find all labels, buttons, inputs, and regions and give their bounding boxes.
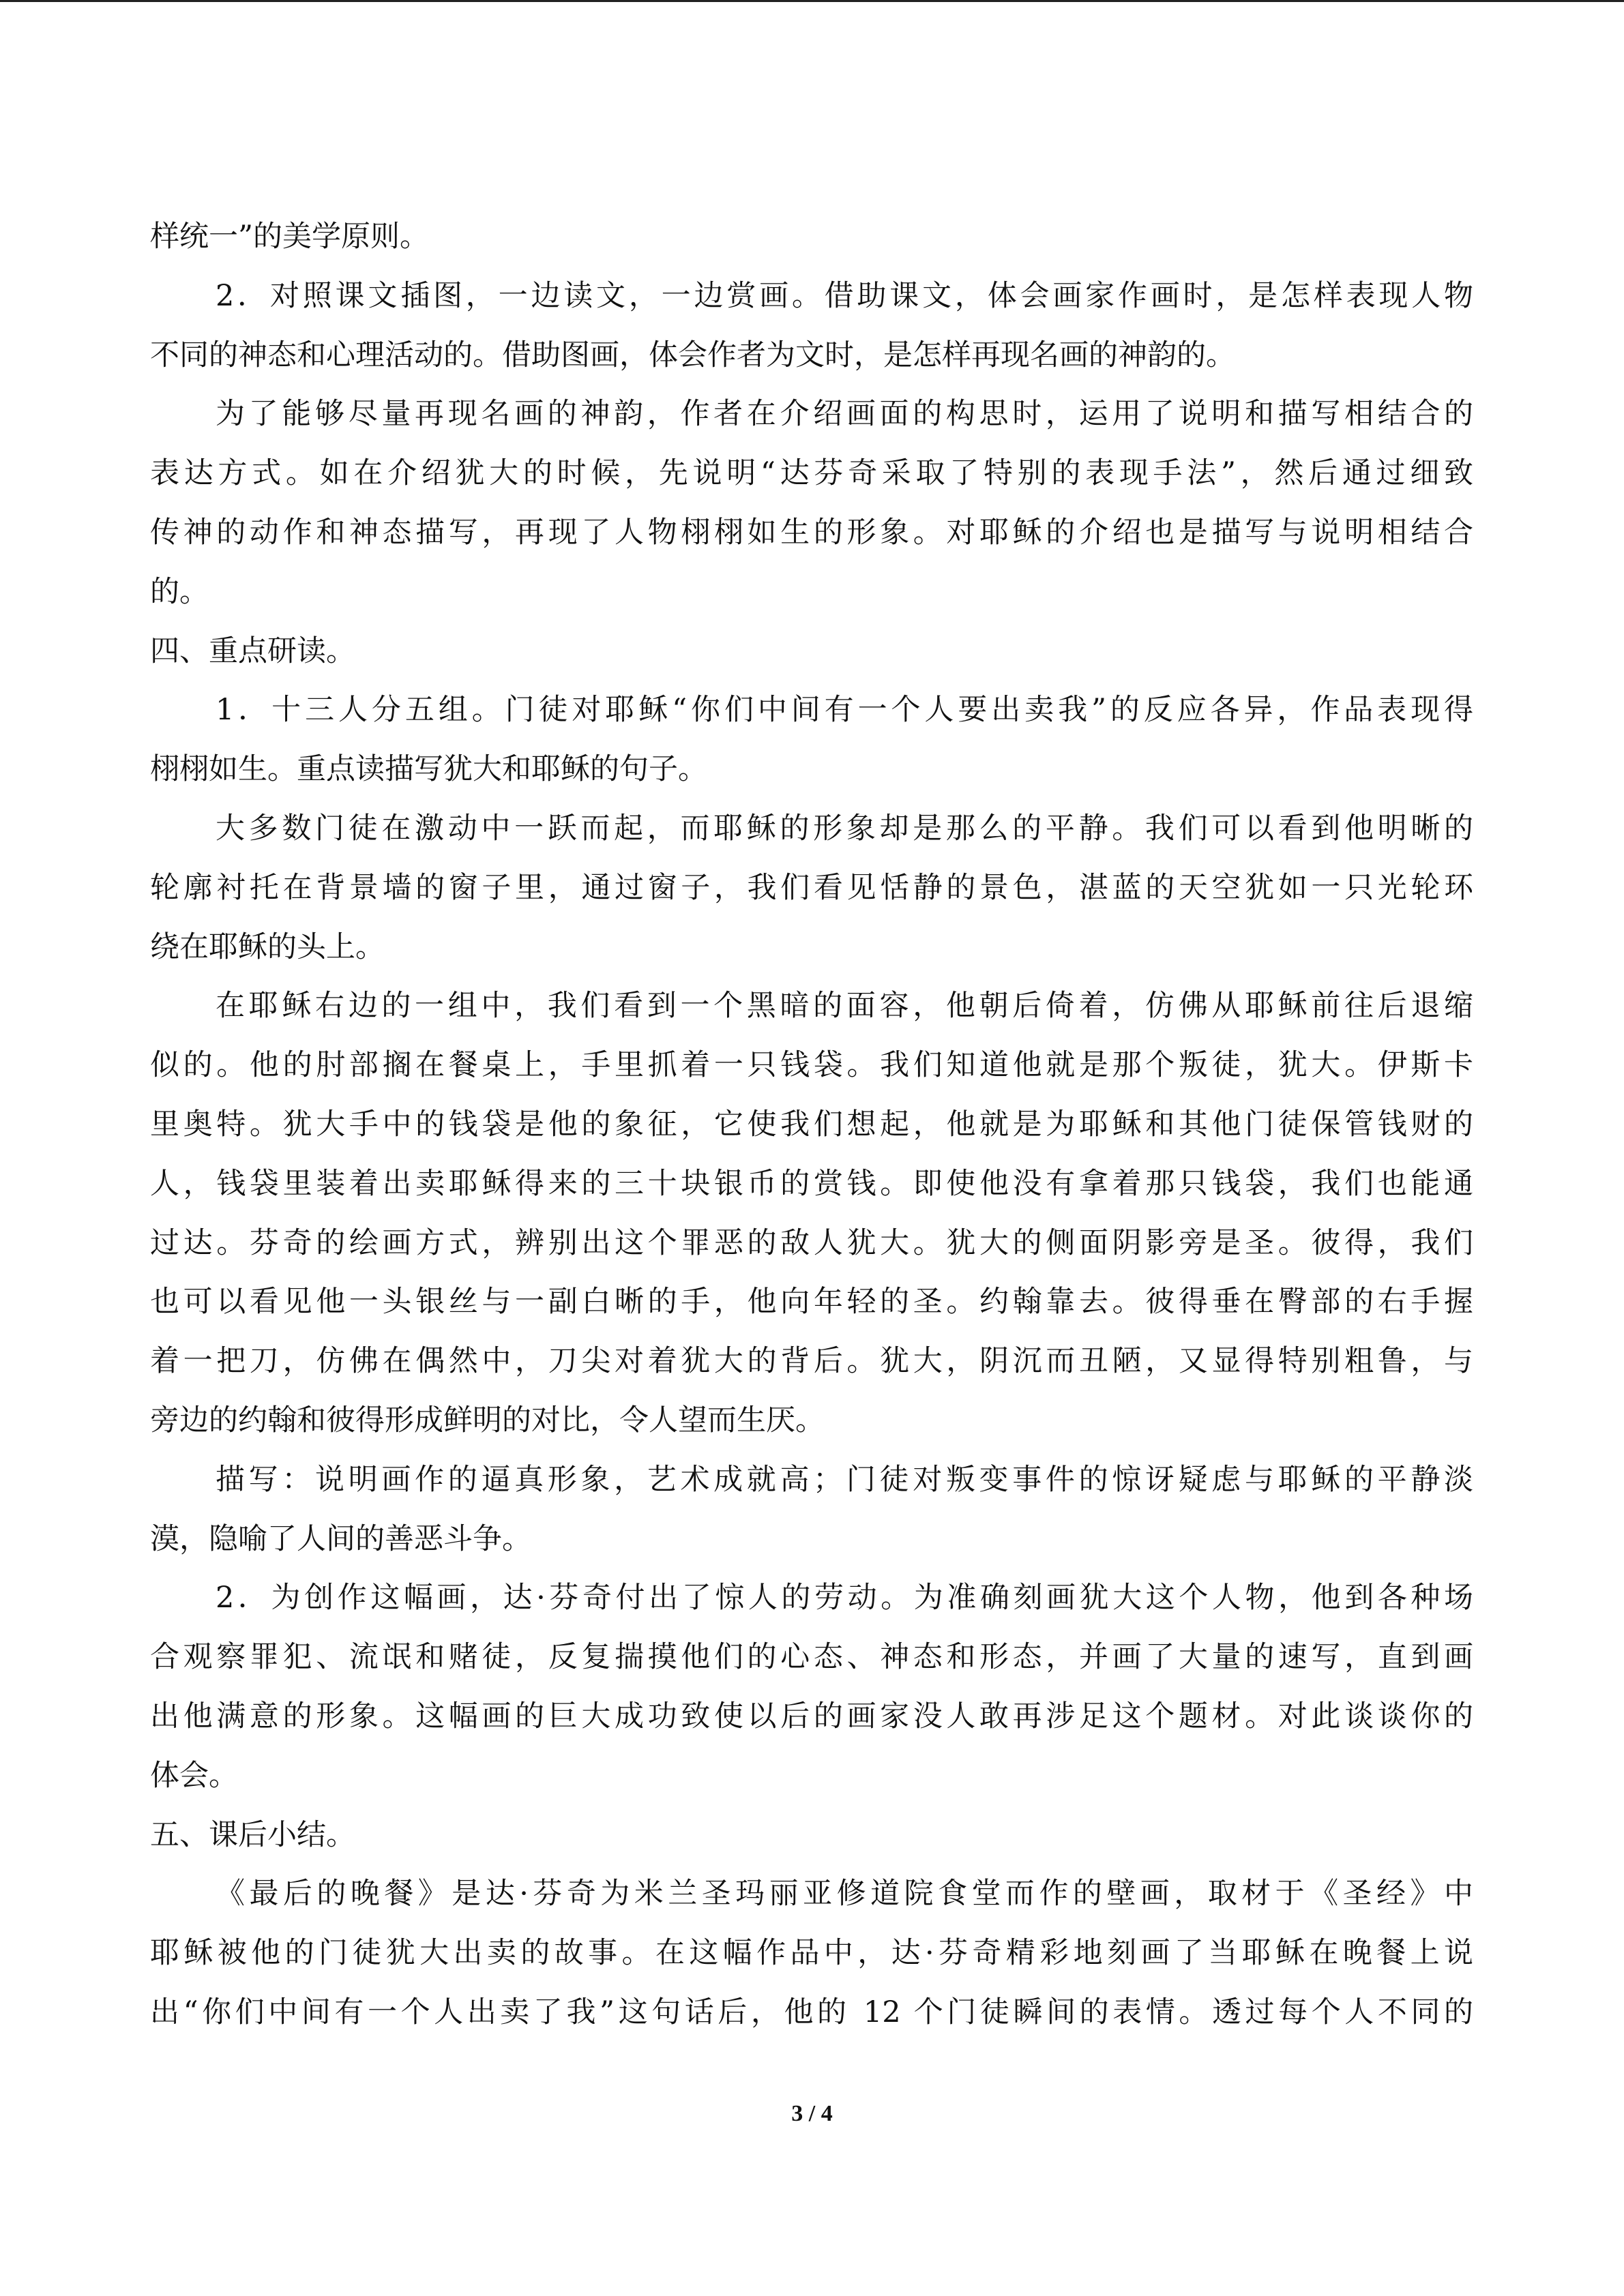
text-line: 传神的动作和神态描写，再现了人物栩栩如生的形象。对耶稣的介绍也是描写与说明相结合 <box>150 515 1473 550</box>
text-line: 《最后的晚餐》是达·芬奇为米兰圣玛丽亚修道院食堂而作的壁画，取材于《圣经》中 <box>216 1877 1473 1911</box>
text-line: 过达。芬奇的绘画方式，辨别出这个罪恶的敌人犹大。犹大的侧面阴影旁是圣。彼得，我们 <box>150 1225 1473 1260</box>
text-line: 2．为创作这幅画，达·芬奇付出了惊人的劳动。为准确刻画犹大这个人物，他到各种场 <box>216 1581 1473 1615</box>
text-line: 也可以看见他一头银丝与一副白晰的手，他向年轻的圣。约翰靠去。彼得垂在臀部的右手握 <box>150 1285 1473 1320</box>
top-border-line <box>0 0 1624 2</box>
text-line: 大多数门徒在激动中一跃而起，而耶稣的形象却是那么的平静。我们可以看到他明晰的 <box>216 811 1473 846</box>
text-line: 合观察罪犯、流氓和赌徒，反复揣摸他们的心态、神态和形态，并画了大量的速写，直到画 <box>150 1640 1473 1675</box>
text-line: 出“你们中间有一个人出卖了我”这句话后，他的 12 个门徒瞬间的表情。透过每个人不同的 <box>150 1995 1473 2029</box>
text-line: 出他满意的形象。这幅画的巨大成功致使以后的画家没人敢再涉足这个题材。对此谈谈你的 <box>150 1699 1473 1733</box>
text-line: 绕在耶稣的头上。 <box>150 929 385 964</box>
text-line: 1．十三人分五组。门徒对耶稣“你们中间有一个人要出卖我”的反应各异，作品表现得 <box>216 693 1473 728</box>
text-line: 体会。 <box>150 1758 238 1793</box>
text-line: 为了能够尽量再现名画的神韵，作者在介绍画面的构思时，运用了说明和描写相结合的 <box>216 397 1473 432</box>
text-line: 耶稣被他的门徒犹大出卖的故事。在这幅作品中，达·芬奇精彩地刻画了当耶稣在晚餐上说 <box>150 1936 1473 1971</box>
text-line: 旁边的约翰和彼得形成鲜明的对比，令人望而生厌。 <box>150 1403 825 1437</box>
page-number: 3 / 4 <box>791 2101 833 2126</box>
text-line: 2．对照课文插图，一边读文，一边赏画。借助课文，体会画家作画时，是怎样表现人物 <box>216 278 1473 313</box>
text-line: 里奥特。犹大手中的钱袋是他的象征，它使我们想起，他就是为耶稣和其他门徒保管钱财的 <box>150 1107 1473 1142</box>
text-line: 似的。他的肘部搁在餐桌上，手里抓着一只钱袋。我们知道他就是那个叛徒，犹大。伊斯卡 <box>150 1048 1473 1083</box>
text-line: 着一把刀，仿佛在偶然中，刀尖对着犹大的背后。犹大，阴沉而丑陋，又显得特别粗鲁，与 <box>150 1344 1473 1379</box>
section-heading: 五、课后小结。 <box>150 1817 355 1852</box>
text-line: 在耶稣右边的一组中，我们看到一个黑暗的面容，他朝后倚着，仿佛从耶稣前往后退缩 <box>216 989 1473 1024</box>
section-heading: 四、重点研读。 <box>150 633 355 668</box>
text-line: 的。 <box>150 574 209 609</box>
text-line: 表达方式。如在介绍犹大的时候，先说明“达芬奇采取了特别的表现手法”，然后通过细致 <box>150 456 1473 491</box>
text-line: 轮廓衬托在背景墙的窗子里，通过窗子，我们看见恬静的景色，湛蓝的天空犹如一只光轮环 <box>150 870 1473 905</box>
document-body <box>150 207 1473 2042</box>
text-line: 描写：说明画作的逼真形象，艺术成就高；门徒对叛变事件的惊讶疑虑与耶稣的平静淡 <box>216 1462 1473 1497</box>
text-line: 样统一”的美学原则。 <box>150 220 429 254</box>
text-line: 栩栩如生。重点读描写犹大和耶稣的句子。 <box>150 752 707 787</box>
text-line: 人，钱袋里装着出卖耶稣得来的三十块银币的赏钱。即使他没有拿着那只钱袋，我们也能通 <box>150 1166 1473 1201</box>
text-line: 不同的神态和心理活动的。借助图画，体会作者为文时，是怎样再现名画的神韵的。 <box>150 338 1235 372</box>
text-line: 漠，隐喻了人间的善恶斗争。 <box>150 1521 531 1556</box>
